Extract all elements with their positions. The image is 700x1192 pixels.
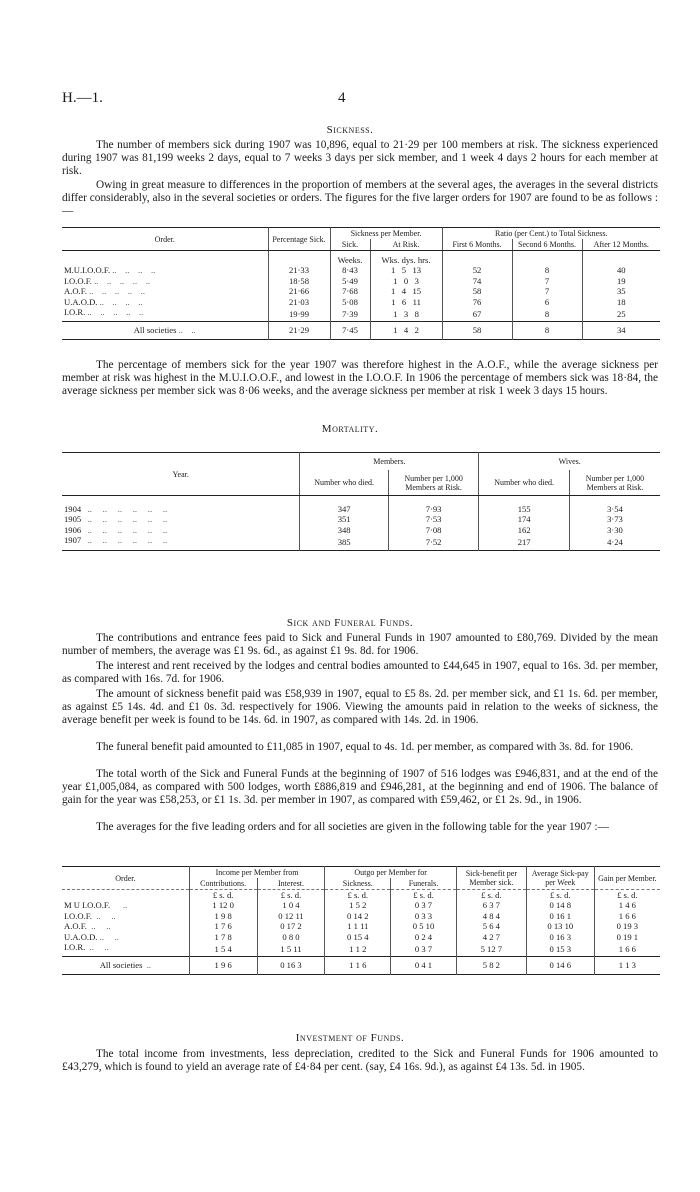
sick-weeks: 8·43 bbox=[330, 265, 370, 275]
funds-table bbox=[62, 866, 660, 975]
ratio-after: 34 bbox=[582, 322, 660, 339]
col-header-percentage-sick: Percentage Sick. bbox=[268, 228, 330, 251]
table-row: I.O.R. .. .. .. .. .. 19·99 7·39 1 3 8 67 8 25 bbox=[62, 307, 660, 322]
sick-benefit: 4 2 7 bbox=[456, 932, 526, 942]
at-risk-days: 6 bbox=[401, 296, 407, 307]
interest: 0 12 11 bbox=[257, 911, 325, 921]
gain: 1 1 3 bbox=[594, 957, 660, 974]
funds-paragraph-2: The interest and rent received by the lodges and central bodies amounted to £44,645 in 1907, equal to 16s. 3d. per member, as compared with 16s. 7d. for 1906. bbox=[62, 660, 658, 686]
sickness: 1 1 2 bbox=[325, 942, 391, 957]
col-header-at-risk: At Risk. bbox=[370, 239, 442, 251]
section-title-mortality: Mortality. bbox=[321, 423, 379, 435]
sick-weeks: 5·49 bbox=[330, 276, 370, 286]
wives-rate: 3·54 bbox=[569, 496, 660, 515]
at-risk-weeks: 1 bbox=[391, 296, 396, 307]
section-title-investment: Investment of Funds. bbox=[295, 1032, 405, 1044]
percentage-sick: 21·66 bbox=[268, 286, 330, 296]
ratio-first: 76 bbox=[442, 297, 512, 307]
ratio-second: 7 bbox=[512, 276, 582, 286]
sick-benefit: 5 6 4 bbox=[456, 921, 526, 931]
wives-died: 162 bbox=[479, 525, 570, 535]
ratio-first: 74 bbox=[442, 276, 512, 286]
col-header-year: Year. bbox=[62, 453, 300, 496]
page-number: 4 bbox=[338, 90, 346, 106]
table-row: 1906 .. .. .. .. .. .. 348 7·08 162 3·30 bbox=[62, 525, 660, 535]
percentage-sick: 21·29 bbox=[268, 322, 330, 339]
at-risk-days: 4 bbox=[401, 286, 406, 297]
year: 1904 bbox=[64, 504, 82, 514]
members-rate: 7·52 bbox=[388, 535, 479, 550]
section-title-funds: Sick and Funeral Funds. bbox=[286, 617, 414, 629]
col-header-first-6-months: First 6 Months. bbox=[442, 239, 512, 251]
funerals: 0 3 7 bbox=[391, 900, 457, 910]
sickness-paragraph-1: The number of members sick during 1907 was 10,896, equal to 21·29 per 100 members at risk. The sickness experienced during 1907 was 81,199 weeks 2 days, equal to 7 weeks 3 days per sick member, and 1 week 4 days 2 hours for each member at risk. bbox=[62, 139, 658, 178]
table-row: U.A.O.D. .. .. 1 7 8 0 8 0 0 15 4 0 2 4 4 2 7 0 16 3 0 19 1 bbox=[62, 932, 660, 942]
sickness: 1 1 6 bbox=[325, 957, 391, 974]
table-row: 1907 .. .. .. .. .. .. 385 7·52 217 4·24 bbox=[62, 535, 660, 550]
members-died: 347 bbox=[300, 496, 388, 515]
ratio-first: 67 bbox=[442, 307, 512, 322]
table-row: I.O.O.F. .. .. .. .. .. 18·58 5·49 1 0 3 74 7 19 bbox=[62, 276, 660, 286]
order-name: M.U.I.O.O.F. bbox=[64, 265, 111, 276]
sick-benefit: 5 12 7 bbox=[456, 942, 526, 957]
table-row: I.O.O.F. .. .. 1 9 8 0 12 11 0 14 2 0 3 3 4 8 4 0 16 1 1 6 6 bbox=[62, 911, 660, 921]
funds-paragraph-3: The amount of sickness benefit paid was £58,939 in 1907, equal to £5 8s. 2d. per member sick, and £1 1s. 6d. per member, as against £5 14s. 4d. and £1 0s. 3d. respectively for 1906. Viewing the amounts paid in relation to the weeks of sickness, the average benefit per week is found to be 14s. 6d. in 1907, as compared with 14s. 2d. in 1906. bbox=[62, 688, 658, 727]
interest: 1 0 4 bbox=[257, 900, 325, 910]
contributions: 1 9 8 bbox=[189, 911, 257, 921]
sick-benefit: 6 3 7 bbox=[456, 900, 526, 910]
col-header-sick: Sick. bbox=[330, 239, 370, 251]
interest: 0 17 2 bbox=[257, 921, 325, 931]
order-name: M U I.O.O.F. bbox=[64, 900, 111, 911]
sickness: 1 5 2 bbox=[325, 900, 391, 910]
funerals: 0 5 10 bbox=[391, 921, 457, 931]
at-risk-days: 4 bbox=[403, 325, 409, 336]
table-row: U.A.O.D. .. .. .. .. 21·03 5·08 1 6 11 76 6 18 bbox=[62, 297, 660, 307]
order-name: I.O.R. bbox=[64, 307, 86, 318]
col-header-members: Members. bbox=[300, 453, 479, 471]
funerals: 0 3 3 bbox=[391, 911, 457, 921]
at-risk-hours: 15 bbox=[412, 286, 422, 297]
order-name: A.O.F. bbox=[64, 286, 87, 297]
ratio-after: 35 bbox=[582, 286, 660, 296]
sickness-paragraph-2: Owing in great measure to differences in the proportion of members at the several ages, the averages in the several districts differ considerably, also in the several societies or orders. The figures for the five larger orders for 1907 are found to be as follows :— bbox=[62, 179, 658, 218]
table-row: A.O.F. .. .. 1 7 6 0 17 2 1 1 11 0 5 10 5 6 4 0 13 10 0 19 3 bbox=[62, 921, 660, 931]
at-risk-hours: 8 bbox=[414, 309, 419, 320]
col-header-income: Income per Member from bbox=[189, 867, 325, 879]
funerals: 0 4 1 bbox=[391, 957, 457, 974]
gain: 1 6 6 bbox=[594, 911, 660, 921]
members-died: 385 bbox=[300, 535, 388, 550]
col-header-members-died: Number who died. bbox=[300, 470, 388, 496]
col-header-order: Order. bbox=[115, 873, 136, 883]
mortality-table bbox=[62, 452, 660, 551]
wives-rate: 3·73 bbox=[569, 514, 660, 524]
sickness: 0 15 4 bbox=[325, 932, 391, 942]
at-risk-hours: 11 bbox=[412, 296, 421, 307]
col-header-interest: Interest. bbox=[257, 878, 325, 890]
percentage-sick: 21·33 bbox=[268, 265, 330, 275]
order-name: I.O.O.F. bbox=[64, 910, 92, 921]
order-name: U.A.O.D. bbox=[64, 931, 98, 942]
percentage-sick: 19·99 bbox=[268, 307, 330, 322]
order-name: All societies bbox=[99, 960, 143, 971]
col-header-after-12-months: After 12 Months. bbox=[582, 239, 660, 251]
table-row: 1904 .. .. .. .. .. .. 347 7·93 155 3·54 bbox=[62, 496, 660, 515]
wives-died: 155 bbox=[479, 496, 570, 515]
table-total-row: All societies .. .. 21·29 7·45 1 4 2 58 8 34 bbox=[62, 322, 660, 339]
col-header-wives-per-1000: Number per 1,000 Members at Risk. bbox=[569, 470, 660, 496]
lsd-unit: £ s. d. bbox=[189, 890, 257, 901]
col-header-sickness-per-member: Sickness per Member. bbox=[330, 228, 442, 240]
sick-weeks: 7·45 bbox=[330, 322, 370, 339]
col-header-gain: Gain per Member. bbox=[594, 867, 660, 890]
funds-paragraph-1: The contributions and entrance fees paid to Sick and Funeral Funds in 1907 amounted to £80,769. Divided by the mean number of members, the average was £1 9s. 6d., as against £1 9s. 8d. for 1906. bbox=[62, 632, 658, 658]
funds-paragraph-5: The total worth of the Sick and Funeral Funds at the beginning of 1907 of 516 lodges was £946,831, and at the end of the year £1,005,084, as compared with 500 lodges, worth £886,819 and £946,281, at the beginning and end of 1906. The balance of gain for the year was £58,253, or £1 1s. 3d. per member in 1907, as compared with £59,462, or £1 2s. 9d., in 1906. bbox=[62, 768, 658, 807]
lsd-unit: £ s. d. bbox=[257, 890, 325, 901]
unit-wks: Wks. bbox=[381, 255, 400, 265]
table-row: A.O.F. .. .. .. .. .. 21·66 7·68 1 4 15 58 7 35 bbox=[62, 286, 660, 296]
members-rate: 7·93 bbox=[388, 496, 479, 515]
gain: 0 19 1 bbox=[594, 932, 660, 942]
table-row: M.U.I.O.O.F. .. .. .. .. 21·33 8·43 1 5 13 52 8 40 bbox=[62, 265, 660, 275]
ratio-second: 8 bbox=[512, 265, 582, 275]
ratio-after: 19 bbox=[582, 276, 660, 286]
gain: 1 4 6 bbox=[594, 900, 660, 910]
lsd-unit: £ s. d. bbox=[526, 890, 594, 901]
interest: 0 16 3 bbox=[257, 957, 325, 974]
ratio-first: 58 bbox=[442, 322, 512, 339]
at-risk-weeks: 1 bbox=[390, 286, 396, 297]
order-name: I.O.O.F. bbox=[64, 275, 92, 286]
contributions: 1 7 6 bbox=[189, 921, 257, 931]
avg-sick-pay: 0 14 8 bbox=[526, 900, 594, 910]
avg-sick-pay: 0 16 1 bbox=[526, 911, 594, 921]
col-header-outgo: Outgo per Member for bbox=[325, 867, 456, 879]
lsd-unit: £ s. d. bbox=[325, 890, 391, 901]
contributions: 1 5 4 bbox=[189, 942, 257, 957]
order-name: I.O.R. bbox=[64, 942, 86, 953]
wives-died: 174 bbox=[479, 514, 570, 524]
table-row: I.O.R. .. .. 1 5 4 1 5 11 1 1 2 0 3 7 5 12 7 0 15 3 1 6 6 bbox=[62, 942, 660, 957]
order-name: U.A.O.D. bbox=[64, 296, 98, 307]
at-risk-hours: 3 bbox=[414, 275, 419, 286]
ratio-first: 58 bbox=[442, 286, 512, 296]
members-rate: 7·08 bbox=[388, 525, 479, 535]
wives-rate: 3·30 bbox=[569, 525, 660, 535]
percentage-sick: 18·58 bbox=[268, 276, 330, 286]
at-risk-weeks: 1 bbox=[393, 275, 398, 286]
sick-weeks: 7·39 bbox=[330, 307, 370, 322]
percentage-sick: 21·03 bbox=[268, 297, 330, 307]
col-header-avg-sick-pay: Average Sick-pay per Week bbox=[526, 867, 594, 890]
year: 1906 bbox=[64, 524, 82, 535]
wives-rate: 4·24 bbox=[569, 535, 660, 550]
col-header-second-6-months: Second 6 Months. bbox=[512, 239, 582, 251]
col-header-sick-benefit: Sick-benefit per Member sick. bbox=[456, 867, 526, 890]
lsd-unit: £ s. d. bbox=[391, 890, 457, 901]
col-header-sickness: Sickness. bbox=[325, 878, 391, 890]
table-row: M U I.O.O.F. .. 1 12 0 1 0 4 1 5 2 0 3 7 6 3 7 0 14 8 1 4 6 bbox=[62, 900, 660, 910]
order-name: All societies bbox=[133, 325, 177, 336]
sick-benefit: 5 8 2 bbox=[456, 957, 526, 974]
avg-sick-pay: 0 13 10 bbox=[526, 921, 594, 931]
col-header-order: Order. bbox=[62, 228, 268, 251]
ratio-after: 25 bbox=[582, 307, 660, 322]
at-risk-weeks: 1 bbox=[393, 309, 398, 320]
funerals: 0 3 7 bbox=[391, 942, 457, 957]
ratio-after: 18 bbox=[582, 297, 660, 307]
col-header-ratio: Ratio (per Cent.) to Total Sickness. bbox=[442, 228, 660, 240]
funds-paragraph-4: The funeral benefit paid amounted to £11,085 in 1907, equal to 4s. 1d. per member, as compared with 3s. 8d. for 1906. bbox=[96, 741, 634, 753]
gain: 1 6 6 bbox=[594, 942, 660, 957]
avg-sick-pay: 0 15 3 bbox=[526, 942, 594, 957]
at-risk-days: 0 bbox=[403, 275, 409, 286]
contributions: 1 7 8 bbox=[189, 932, 257, 942]
sickness: 0 14 2 bbox=[325, 911, 391, 921]
wives-died: 217 bbox=[479, 535, 570, 550]
col-header-wives-died: Number who died. bbox=[479, 470, 570, 496]
table-total-row: All societies .. 1 9 6 0 16 3 1 1 6 0 4 1 5 8 2 0 14 6 1 1 3 bbox=[62, 957, 660, 974]
lsd-unit: £ s. d. bbox=[456, 890, 526, 901]
ratio-second: 7 bbox=[512, 286, 582, 296]
members-died: 351 bbox=[300, 514, 388, 524]
col-header-members-per-1000: Number per 1,000 Members at Risk. bbox=[388, 470, 479, 496]
members-rate: 7·53 bbox=[388, 514, 479, 524]
lsd-unit: £ s. d. bbox=[594, 890, 660, 901]
avg-sick-pay: 0 16 3 bbox=[526, 932, 594, 942]
contributions: 1 9 6 bbox=[189, 957, 257, 974]
contributions: 1 12 0 bbox=[189, 900, 257, 910]
ratio-first: 52 bbox=[442, 265, 512, 275]
col-header-contributions: Contributions. bbox=[189, 878, 257, 890]
at-risk-weeks: 1 bbox=[393, 325, 398, 336]
investment-paragraph-1: The total income from investments, less depreciation, credited to the Sick and Funeral Funds for 1906 amounted to £43,279, which is found to yield an average rate of £4·84 per cent. (say, £4 16s. 9d.), as against £4 13s. 5d. in 1905. bbox=[62, 1048, 658, 1074]
at-risk-hours: 2 bbox=[414, 325, 419, 336]
funds-paragraph-6: The averages for the five leading orders and for all societies are given in the following table for the year 1907 :— bbox=[96, 821, 609, 833]
year: 1907 bbox=[64, 535, 82, 546]
col-header-funerals: Funerals. bbox=[391, 878, 457, 890]
funerals: 0 2 4 bbox=[391, 932, 457, 942]
interest: 1 5 11 bbox=[257, 942, 325, 957]
table-row: 1905 .. .. .. .. .. .. 351 7·53 174 3·73 bbox=[62, 514, 660, 524]
at-risk-days: 5 bbox=[401, 265, 406, 276]
sickness-paragraph-3: The percentage of members sick for the year 1907 was therefore highest in the A.O.F., while the average sickness per member at risk was highest in the M.U.I.O.O.F., and lowest in the I.O.O.F. In 1906 the percentage of members sick was 18·84, the average sickness per member sick was 8·06 weeks, and the average sickness per member at risk 1 week 3 days 15 hours. bbox=[62, 359, 658, 398]
section-title-sickness: Sickness. bbox=[326, 124, 374, 136]
col-header-wives: Wives. bbox=[479, 453, 660, 471]
at-risk-weeks: 1 bbox=[390, 265, 396, 276]
sick-weeks: 7·68 bbox=[330, 286, 370, 296]
order-name: A.O.F. bbox=[64, 921, 87, 932]
avg-sick-pay: 0 14 6 bbox=[526, 957, 594, 974]
interest: 0 8 0 bbox=[257, 932, 325, 942]
year: 1905 bbox=[64, 514, 82, 525]
unit-weeks: Weeks. bbox=[330, 251, 370, 266]
sickness: 1 1 11 bbox=[325, 921, 391, 931]
document-reference: H.—1. bbox=[62, 90, 103, 106]
members-died: 348 bbox=[300, 525, 388, 535]
sickness-table bbox=[62, 227, 660, 340]
ratio-second: 8 bbox=[512, 307, 582, 322]
at-risk-hours: 13 bbox=[412, 265, 422, 276]
sick-benefit: 4 8 4 bbox=[456, 911, 526, 921]
unit-hrs: hrs. bbox=[417, 255, 431, 265]
ratio-second: 6 bbox=[512, 297, 582, 307]
ratio-after: 40 bbox=[582, 265, 660, 275]
at-risk-days: 3 bbox=[403, 309, 409, 320]
ratio-second: 8 bbox=[512, 322, 582, 339]
sick-weeks: 5·08 bbox=[330, 297, 370, 307]
gain: 0 19 3 bbox=[594, 921, 660, 931]
unit-dys: dys. bbox=[401, 255, 416, 265]
